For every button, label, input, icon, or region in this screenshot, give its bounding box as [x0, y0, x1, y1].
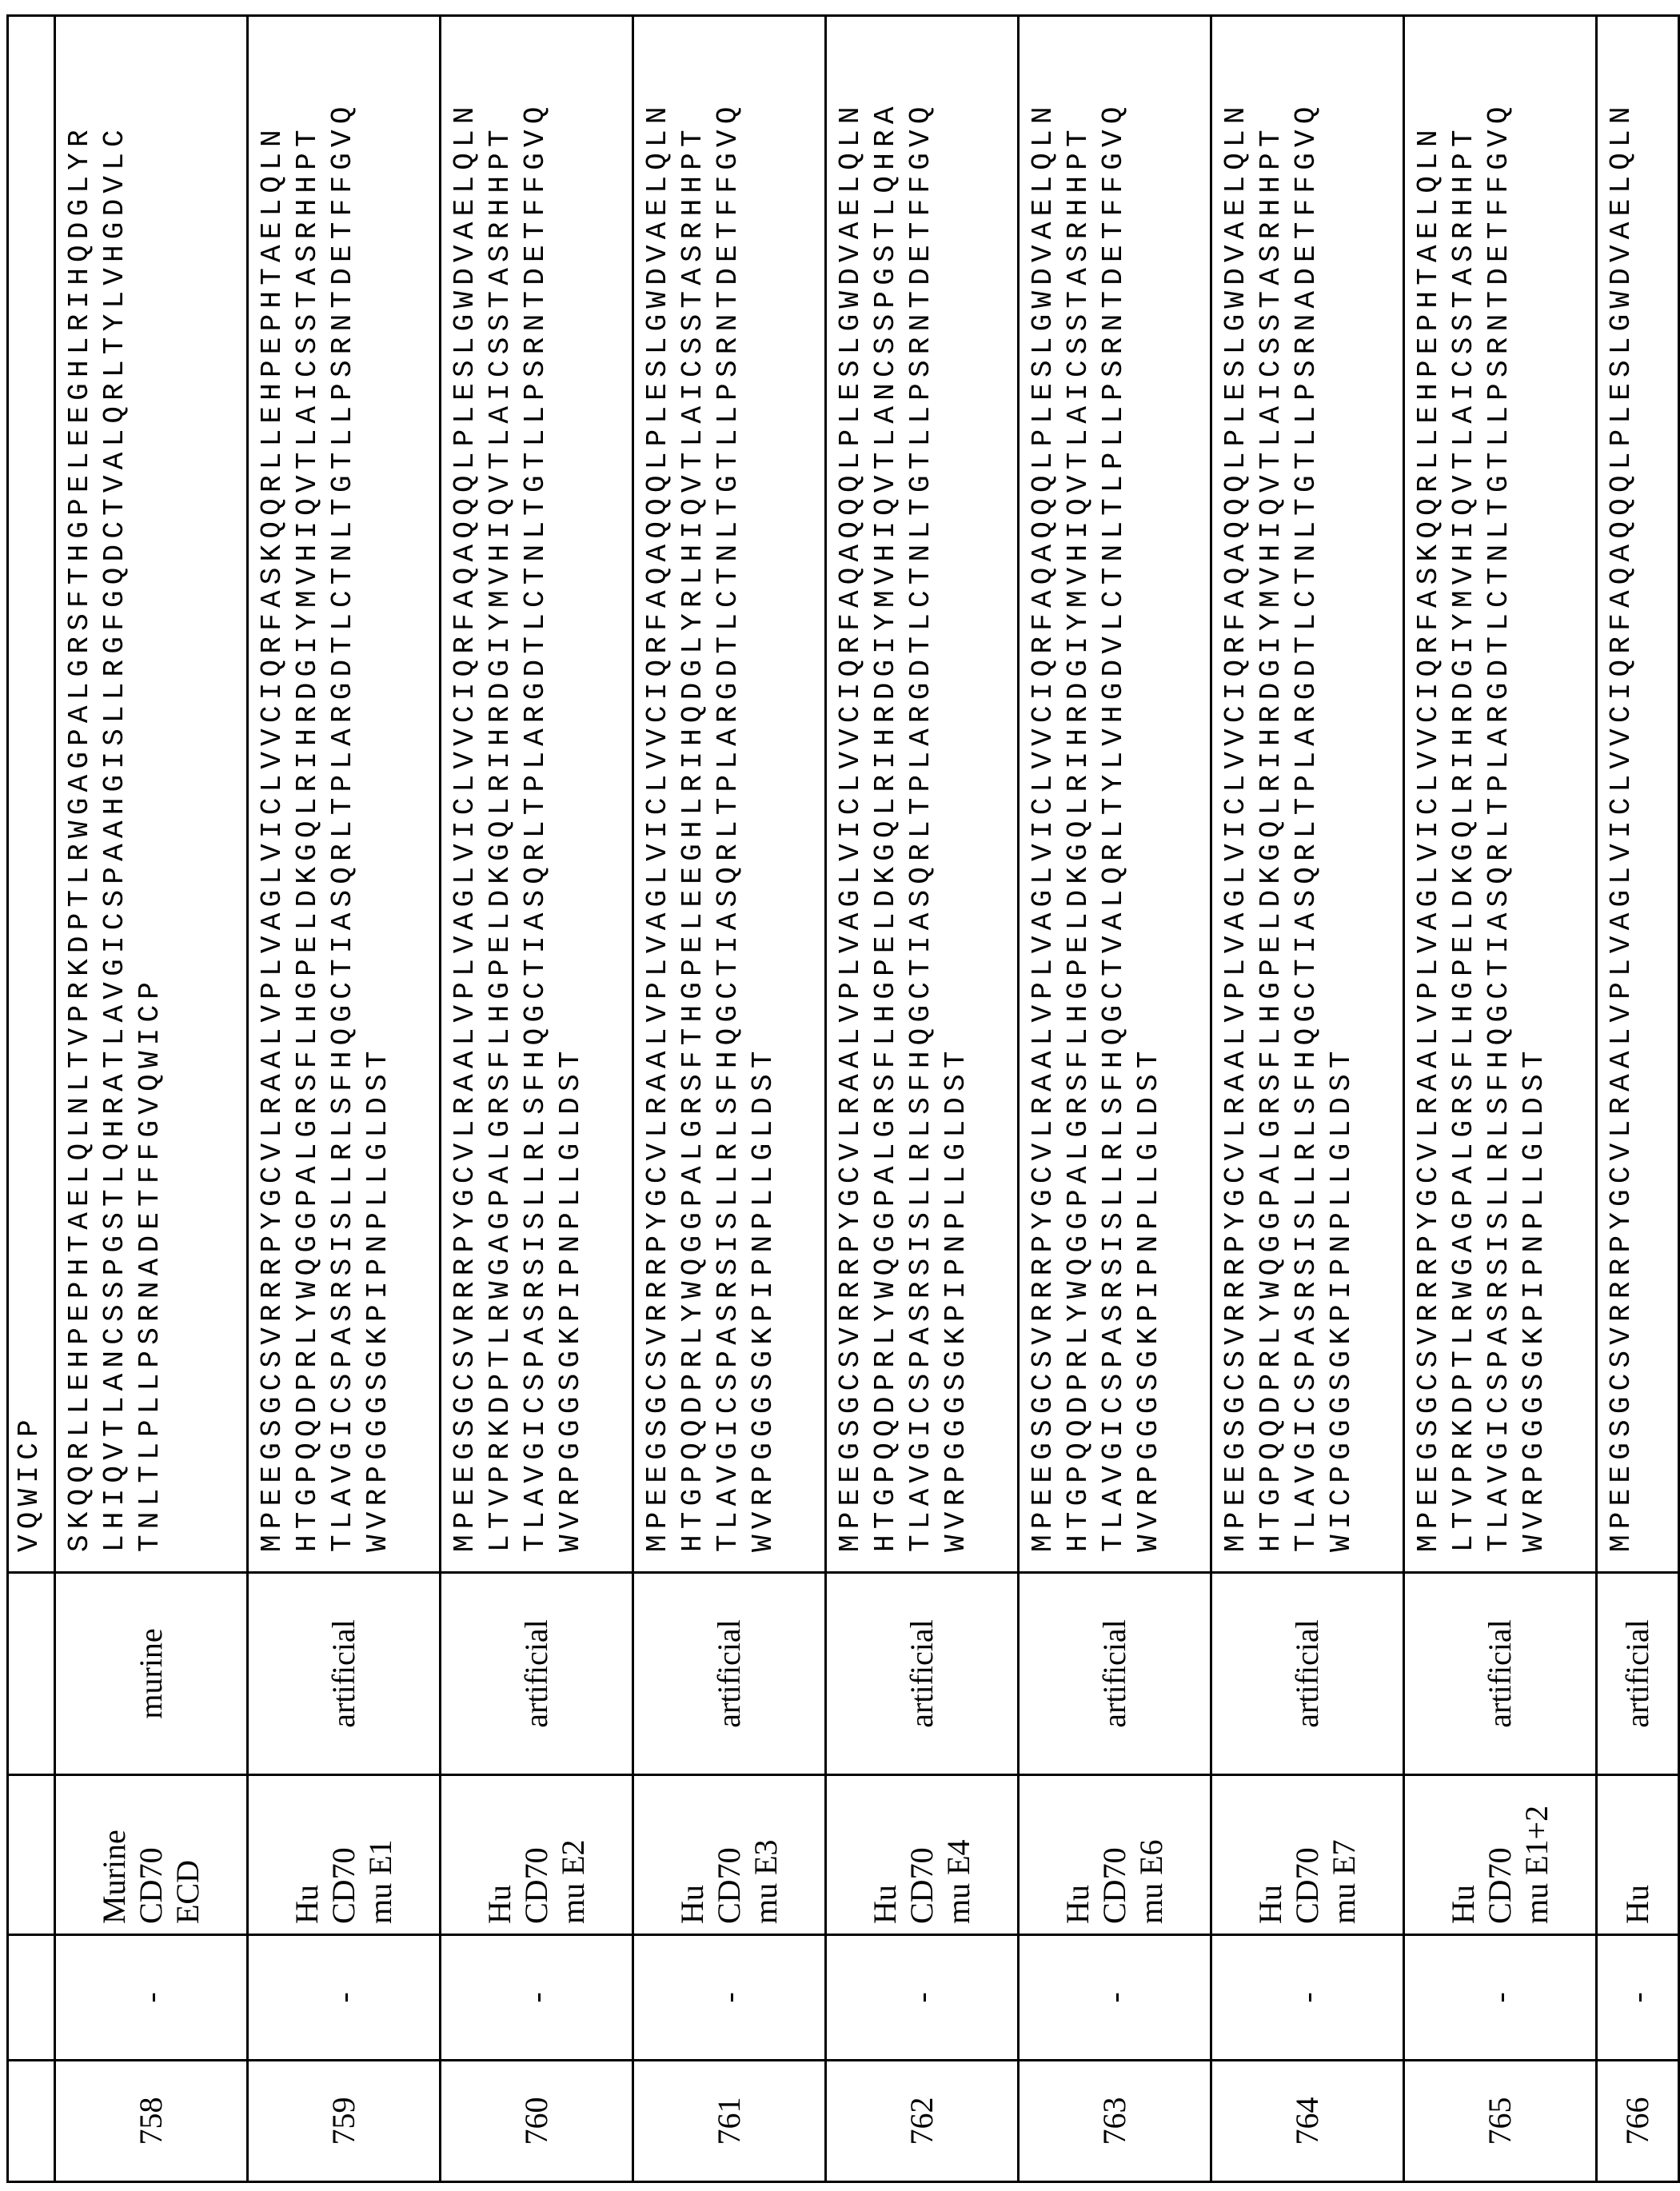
mark-text: - [325, 1936, 362, 2059]
name-line: CD70 [1289, 1776, 1326, 1924]
table-row [1404, 16, 1597, 2182]
species-cell [248, 1573, 441, 1775]
sequence-line: HTGPQQDPRLYWQGGPALGRSFLHGPELDKGQLRIHRDGIYMVHIQVTLAICSSTASRHHPT [1061, 17, 1096, 1552]
sequence-cell [633, 16, 826, 1573]
sequence-cell [1211, 16, 1404, 1573]
sequence-line: WVRPGGGSGKPIPNPLLGLDST [1517, 17, 1552, 1552]
sequence-line: WVRPGGGSGKPIPNPLLGLDST [1131, 17, 1167, 1552]
species-cell [8, 1573, 55, 1775]
sequence-line: SKQQRLLEHPEPHTAELQLNLTVPRKDPTLRWGAGPALGRSFTHGPELEEGHLRIHQDGLYR [62, 17, 98, 1552]
sequence-line: MPEEGSGCSVRRRPYGCVLRAALVPLVAGLVICLVVCIQRFASKQQRLLEHPEPHTAELQLN [1411, 17, 1447, 1552]
species-text: artificial [1619, 1574, 1656, 1774]
table-row [55, 16, 248, 2182]
sequence-cell [441, 16, 633, 1573]
sequence-line: HTGPQQDPRLYWQGGPALGRSFTHGPELEEGHLRIHQDGLYRLHIQVTLAICSSTASRHHPT [676, 17, 711, 1552]
table-row [441, 16, 633, 2182]
name-line: CD70 [711, 1776, 748, 1924]
species-text: artificial [904, 1574, 940, 1774]
mark-cell [248, 1935, 441, 2061]
name-cell [1597, 1775, 1679, 1935]
seq-id-number: 758 [133, 2061, 170, 2181]
name-line: CD70 [904, 1776, 940, 1924]
sequence-line: VQWICP [12, 17, 47, 1552]
name-cell [826, 1775, 1019, 1935]
mark-cell [1211, 1935, 1404, 2061]
seq-id-number: 765 [1482, 2061, 1518, 2181]
name-line: mu E1 [362, 1776, 399, 1924]
name-line: mu E3 [748, 1776, 784, 1924]
sequence-line: HTGPQQDPRLYWQGGPALGRSFLHGPELDKGQLRIHRDGIYMVHIQVTLAICSSTASRHHPT [290, 17, 325, 1552]
sequence-cell [1597, 16, 1679, 1573]
sequence-cell [8, 16, 55, 1573]
sequence-line: WVRPGGGSGKPIPNPLLGLDST [361, 17, 396, 1552]
sequence-line: MPEEGSGCSVRRRPYGCVLRAALVPLVAGLVICLVVCIQRFAQAQQQLPLESLGWDVAELQLN [1026, 17, 1061, 1552]
name-line: Hu [867, 1776, 904, 1924]
sequence-line: TLAVGICSPASRSISLLRLSFHQGCTVALQRLTYLVHGDVLCTNLTLPLLPSRNTDETFFGVQ [1096, 17, 1131, 1552]
mark-cell [826, 1935, 1019, 2061]
name-line: mu E2 [555, 1776, 592, 1924]
species-text: artificial [711, 1574, 748, 1774]
name-line: mu E7 [1326, 1776, 1363, 1924]
species-text: artificial [1096, 1574, 1133, 1774]
name-line: Hu [1619, 1776, 1656, 1924]
sequence-line: WVRPGGGSGKPIPNPLLGLDST [746, 17, 781, 1552]
seq-id-cell [1597, 2061, 1679, 2182]
sequence-cell [826, 16, 1019, 1573]
name-cell [1404, 1775, 1597, 1935]
species-cell [1404, 1573, 1597, 1775]
name-cell [1019, 1775, 1211, 1935]
sequence-line: TLAVGICSPASRSISLLRLSFHQGCTIASQRLTPLARGDTLCTNLTGTLLPSRNTDETFFGVQ [325, 17, 361, 1552]
sequence-cell [1019, 16, 1211, 1573]
mark-text: - [1096, 1936, 1133, 2059]
species-cell [441, 1573, 633, 1775]
seq-id-cell [8, 2061, 55, 2182]
sequence-line: WVRPGGGSGKPIPNPLLGLDST [553, 17, 589, 1552]
seq-id-number: 762 [904, 2061, 940, 2181]
table-row-continued [8, 16, 55, 2182]
sequence-line: WVRPGGGSGKPIPNPLLGLDST [939, 17, 974, 1552]
name-cell [55, 1775, 248, 1935]
mark-text: - [904, 1936, 940, 2059]
sequence-cell [55, 16, 248, 1573]
name-cell [248, 1775, 441, 1935]
seq-id-cell [826, 2061, 1019, 2182]
mark-cell [1404, 1935, 1597, 2061]
name-line: Hu [674, 1776, 711, 1924]
name-line: ECD [170, 1776, 206, 1924]
species-text: artificial [325, 1574, 362, 1774]
sequence-line: MPEEGSGCSVRRRPYGCVLRAALVPLVAGLVICLVVCIQRFAQAQQQLPLESLGWDVAELQLN [1219, 17, 1254, 1552]
sequence-line: LTVPRKDPTLRWGAGPALGRSFLHGPELDKGQLRIHRDGIYMVHIQVTLAICSSTASRHHPT [483, 17, 518, 1552]
table-row [633, 16, 826, 2182]
sequence-line: TLAVGICSPASRSISLLRLSFHQGCTIASQRLTPLARGDTLCTNLTGTLLPSRNTDETFFGVQ [518, 17, 553, 1552]
seq-id-cell [441, 2061, 633, 2182]
seq-id-cell [1211, 2061, 1404, 2182]
table-row [1019, 16, 1211, 2182]
name-cell [633, 1775, 826, 1935]
sequence-line: LTVPRKDPTLRWGAGPALGRSFLHGPELDKGQLRIHRDGIYMVHIQVTLAICSSTASRHHPT [1447, 17, 1482, 1552]
mark-cell [1597, 1935, 1679, 2061]
seq-id-cell [633, 2061, 826, 2182]
sequence-line: HTGPQQDPRLYWQGGPALGRSFLHGPELDKGQLRIHRDGIYMVHIQVTLAICSSTASRHHPT [1254, 17, 1289, 1552]
mark-text: - [1482, 1936, 1518, 2059]
name-line: Hu [289, 1776, 325, 1924]
name-line: CD70 [325, 1776, 362, 1924]
sequence-cell [1404, 16, 1597, 1573]
sequence-cell [248, 16, 441, 1573]
table-row [1211, 16, 1404, 2182]
name-line: mu E6 [1133, 1776, 1170, 1924]
mark-cell [441, 1935, 633, 2061]
seq-id-number: 763 [1096, 2061, 1133, 2181]
seq-id-number: 766 [1619, 2061, 1656, 2181]
sequence-table-body [8, 16, 1679, 2182]
sequence-line: MPEEGSGCSVRRRPYGCVLRAALVPLVAGLVICLVVCIQRFAQAQQQLPLESLGWDVAELQLN [640, 17, 676, 1552]
seq-id-number: 760 [518, 2061, 555, 2181]
name-cell [8, 1775, 55, 1935]
sequence-line: HTGPQQDPRLYWQGGPALGRSFLHGPELDKGQLRIHRDGIYMVHIQVTLANCSSPGSTLQHRA [868, 17, 904, 1552]
name-line: Hu [1059, 1776, 1096, 1924]
mark-cell [55, 1935, 248, 2061]
mark-cell [633, 1935, 826, 2061]
species-text: artificial [1482, 1574, 1518, 1774]
name-line: CD70 [518, 1776, 555, 1924]
name-line: CD70 [133, 1776, 170, 1924]
name-line: CD70 [1482, 1776, 1518, 1924]
mark-text: - [1619, 1936, 1656, 2059]
sequence-line: TNLTLPLLPSRNADETFFGVQWICP [133, 17, 168, 1552]
name-line: mu E4 [940, 1776, 977, 1924]
species-cell [55, 1573, 248, 1775]
sequence-line: MPEEGSGCSVRRRPYGCVLRAALVPLVAGLVICLVVCIQRFAQAQQQLPLESLGWDVAELQLN [448, 17, 483, 1552]
mark-cell [1019, 1935, 1211, 2061]
mark-text: - [711, 1936, 748, 2059]
species-cell [633, 1573, 826, 1775]
name-line: mu E1+2 [1518, 1776, 1555, 1924]
sequence-line: LHIQVTLANCSSPGSTLQHRATLAVGICSPAAHGISLLRGFGQDCTVALQRLTYLVHGDVLC [98, 17, 133, 1552]
species-text: artificial [1289, 1574, 1326, 1774]
species-text: artificial [518, 1574, 555, 1774]
name-line: Murine [96, 1776, 133, 1924]
name-line: Hu [1445, 1776, 1482, 1924]
species-cell [826, 1573, 1019, 1775]
seq-id-number: 759 [325, 2061, 362, 2181]
sequence-line: TLAVGICSPASRSISLLRLSFHQGCTIASQRLTPLARGDTLCTNLTGTLLPSRNTDETFFGVQ [1482, 17, 1517, 1552]
sequence-table [6, 14, 1680, 2183]
seq-id-number: 761 [711, 2061, 748, 2181]
name-line: CD70 [1096, 1776, 1133, 1924]
mark-text: - [1289, 1936, 1326, 2059]
sequence-line: MPEEGSGCSVRRRPYGCVLRAALVPLVAGLVICLVVCIQRFAQAQQQLPLESLGWDVAELQLN [1604, 17, 1639, 1552]
mark-text: - [133, 1936, 170, 2059]
sequence-line: TLAVGICSPASRSISLLRLSFHQGCTIASQRLTPLARGDTLCTNLTGTLLPSRNTDETFFGVQ [711, 17, 746, 1552]
sequence-line: MPEEGSGCSVRRRPYGCVLRAALVPLVAGLVICLVVCIQRFAQAQQQLPLESLGWDVAELQLN [833, 17, 868, 1552]
sequence-line: TLAVGICSPASRSISLLRLSFHQGCTIASQRLTPLARGDTLCTNLTGTLLPSRNTDETFFGVQ [904, 17, 939, 1552]
name-cell [441, 1775, 633, 1935]
name-line: Hu [481, 1776, 518, 1924]
species-text: murine [133, 1574, 170, 1774]
mark-text: - [518, 1936, 555, 2059]
sequence-line: WICPGGGSGKPIPNPLLGLDST [1324, 17, 1359, 1552]
table-row [1597, 16, 1679, 2182]
name-cell [1211, 1775, 1404, 1935]
seq-id-cell [1404, 2061, 1597, 2182]
sequence-line: TLAVGICSPASRSISLLRLSFHQGCTIASQRLTPLARGDTLCTNLTGTLLPSRNADETFFGVQ [1289, 17, 1324, 1552]
species-cell [1019, 1573, 1211, 1775]
table-row [248, 16, 441, 2182]
seq-id-cell [55, 2061, 248, 2182]
seq-id-cell [1019, 2061, 1211, 2182]
species-cell [1211, 1573, 1404, 1775]
table-row [826, 16, 1019, 2182]
seq-id-number: 764 [1289, 2061, 1326, 2181]
rotated-page [6, 14, 1526, 2183]
mark-cell [8, 1935, 55, 2061]
name-line: Hu [1252, 1776, 1289, 1924]
seq-id-cell [248, 2061, 441, 2182]
species-cell [1597, 1573, 1679, 1775]
sequence-line: MPEEGSGCSVRRRPYGCVLRAALVPLVAGLVICLVVCIQRFASKQQRLLEHPEPHTAELQLN [255, 17, 290, 1552]
